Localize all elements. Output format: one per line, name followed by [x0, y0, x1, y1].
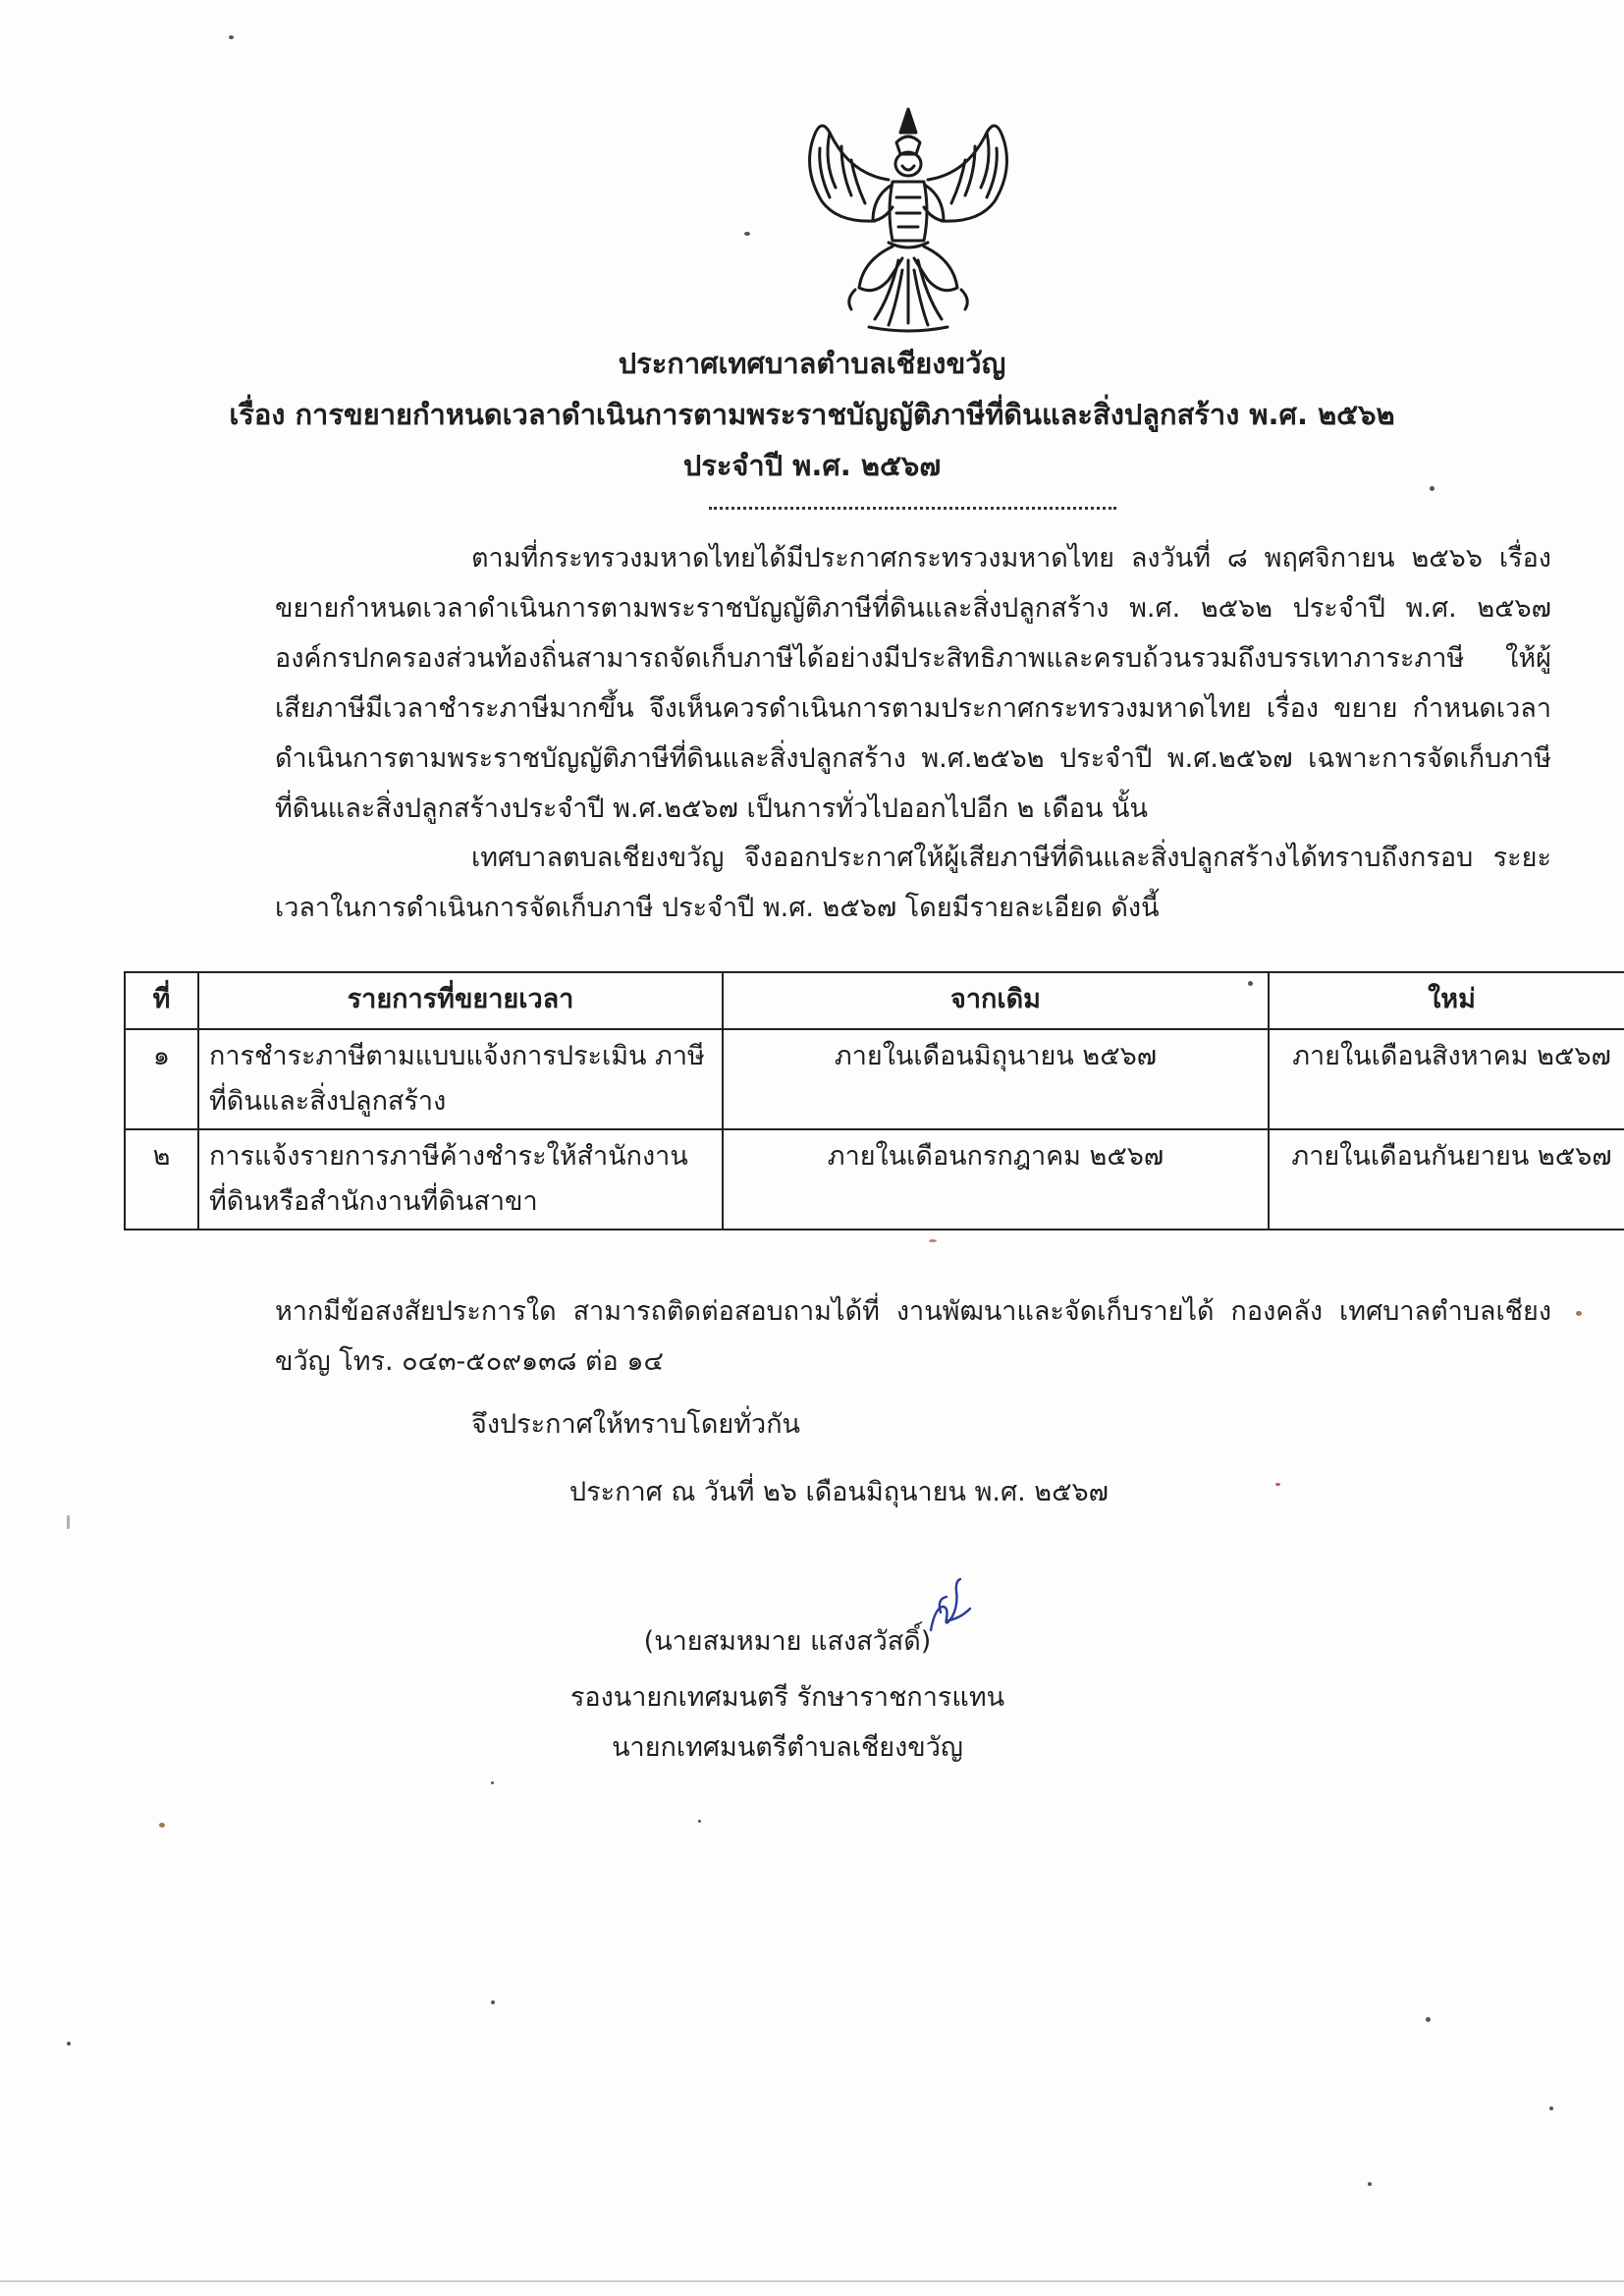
scan-speck: [929, 1239, 937, 1242]
row-item: การชำระภาษีตามแบบแจ้งการประเมิน ภาษีที่ดินและสิ่งปลูกสร้าง: [198, 1029, 723, 1129]
body-paragraph-2: เทศบาลตบลเชียงขวัญ จึงออกประกาศให้ผู้เสียภาษีที่ดินและสิ่งปลูกสร้างได้ทราบถึงกรอบ ระยะเวลาในการดำเนินการจัดเก็บภาษี ประจำปี พ.ศ. ๒๕๖๗ โดยมีรายละเอียด ดังนี้: [275, 843, 1551, 923]
announcement-subject: เรื่อง การขยายกำหนดเวลาดำเนินการตามพระราชบัญญัติภาษีที่ดินและสิ่งปลูกสร้าง พ.ศ. ๒๕๖๒: [229, 398, 1395, 431]
scan-speck: [744, 232, 750, 236]
row-from: ภายในเดือนกรกฎาคม ๒๕๖๗: [723, 1129, 1269, 1230]
scan-speck: [1275, 1483, 1280, 1486]
row-number: ๒: [125, 1129, 198, 1230]
scan-speck: [159, 1823, 165, 1828]
closing-announcement: จึงประกาศให้ทราบโดยทั่วกัน: [471, 1409, 800, 1440]
body-paragraph-1: ตามที่กระทรวงมหาดไทยได้มีประกาศกระทรวงมหาดไทย ลงวันที่ ๘ พฤศจิกายน ๒๕๖๖ เรื่อง ขยายกำหนดเวลาดำเนินการตามพระราชบัญญัติภาษีที่ดินและสิ่งปลูกสร้าง พ.ศ. ๒๕๖๒ ประจำปี พ.ศ. ๒๕๖๗ องค์กรปกครองส่วนท้องถิ่นสามารถจัดเก็บภาษีได้อย่างมีประสิทธิภาพและครบถ้วนรวมถึงบรรเทาภาระภาษี ให้ผู้เสียภาษีมีเวลาชำระภาษีมากขึ้น จึงเห็นควรดำเนินการตามประกาศกระทรวงมหาดไทย เรื่อง ขยาย กำหนดเวลาดำเนินการตามพระราชบัญญัติภาษีที่ดินและสิ่งปลูกสร้าง พ.ศ.๒๕๖๒ ประจำปี พ.ศ.๒๕๖๗ เฉพาะการจัดเก็บภาษีที่ดินและสิ่งปลูกสร้างประจำปี พ.ศ.๒๕๖๗ เป็นการทั่วไปออกไปอีก ๒ เดือน นั้น: [275, 543, 1551, 824]
scan-speck: [491, 1781, 494, 1784]
row-to: ภายในเดือนสิงหาคม ๒๕๖๗: [1269, 1029, 1624, 1129]
scan-speck: [1368, 2182, 1372, 2186]
scan-speck: [1576, 1311, 1582, 1316]
scan-edge-line: [0, 2280, 1624, 2282]
signatory-position-1: รองนายกเทศมนตรี รักษาราชการแทน: [569, 1682, 1005, 1713]
scan-speck: [229, 35, 234, 39]
column-header-from: จากเดิม: [723, 972, 1269, 1029]
header-divider: [709, 507, 1116, 510]
announcement-title: ประกาศเทศบาลตำบลเชียงขวัญ: [618, 347, 1006, 380]
scan-speck: [698, 1820, 701, 1823]
signatory-position-2: นายกเทศมนตรีตำบลเชียงขวัญ: [612, 1732, 963, 1763]
scan-speck: [1549, 2106, 1553, 2110]
row-item: การแจ้งรายการภาษีค้างชำระให้สำนักงาน ที่ดินหรือสำนักงานที่ดินสาขา: [198, 1129, 723, 1230]
garuda-emblem-icon: [790, 103, 1026, 339]
row-number: ๑: [125, 1029, 198, 1129]
table-row: [125, 1029, 1624, 1129]
announcement-date: ประกาศ ณ วันที่ ๒๖ เดือนมิถุนายน พ.ศ. ๒๕๖๗: [569, 1477, 1109, 1507]
column-header-to: ใหม่: [1269, 972, 1624, 1029]
contact-paragraph: หากมีข้อสงสัยประการใด สามารถติดต่อสอบถามได้ที่ งานพัฒนาและจัดเก็บรายได้ กองคลัง เทศบาลตำบลเชียง ขวัญ โทร. ๐๔๓-๕๐๙๑๓๘ ต่อ ๑๔: [275, 1296, 1551, 1377]
scan-speck: [491, 2000, 495, 2004]
extension-table: [124, 971, 1624, 1230]
scan-speck: [67, 2042, 71, 2046]
announcement-year: ประจำปี พ.ศ. ๒๕๖๗: [682, 449, 942, 482]
row-to: ภายในเดือนกันยายน ๒๕๖๗: [1269, 1129, 1624, 1230]
table-header-row: [125, 972, 1624, 1029]
scan-speck: [67, 1515, 70, 1529]
column-header-item: รายการที่ขยายเวลา: [198, 972, 723, 1029]
row-from: ภายในเดือนมิถุนายน ๒๕๖๗: [723, 1029, 1269, 1129]
column-header-no: ที่: [125, 972, 198, 1029]
signatory-name: (นายสมหมาย แสงสวัสดิ์): [643, 1626, 932, 1657]
scan-speck: [1426, 2017, 1431, 2022]
table-row: [125, 1129, 1624, 1230]
